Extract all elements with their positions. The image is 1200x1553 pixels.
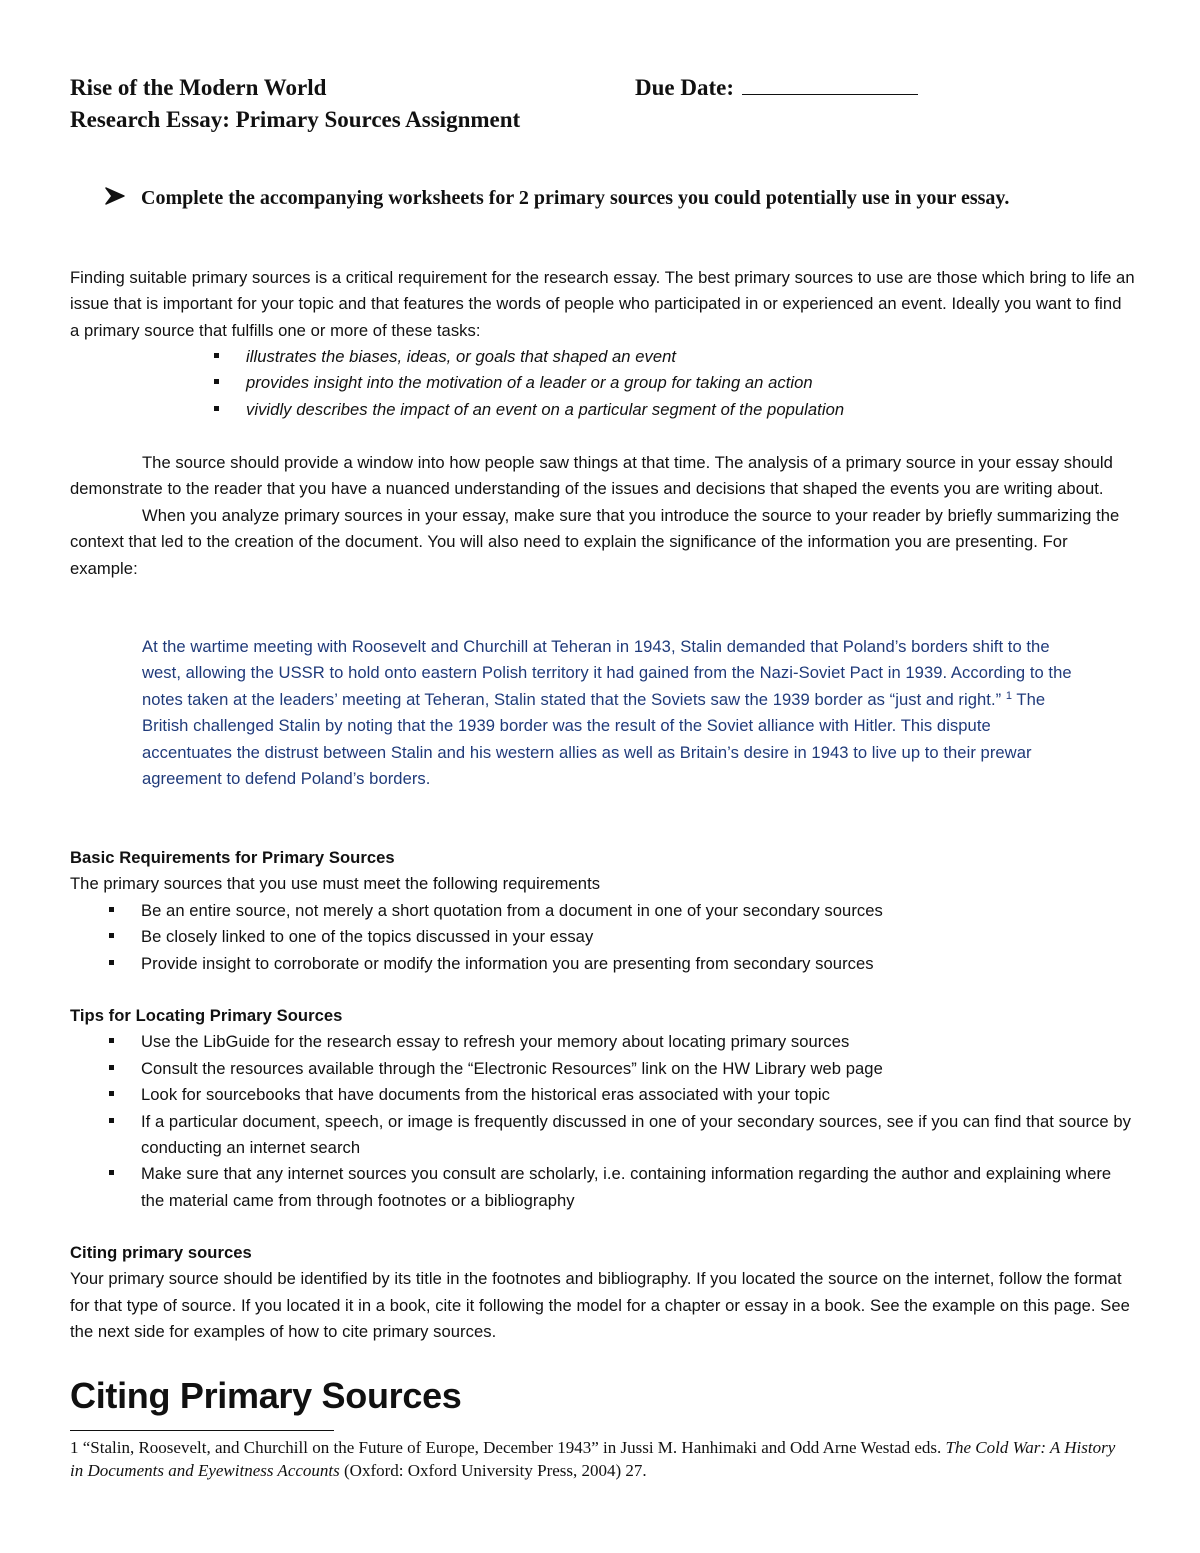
tips-list (141, 1029, 1135, 1214)
section-lead: The primary sources that you use must meet the following requirements (70, 874, 601, 894)
requirements-list (141, 898, 1135, 977)
arrow-bullet-icon (104, 186, 126, 214)
intro-paragraph: Finding suitable primary sources is a critical requirement for the research essay. The best primary sources to use are those which bring to life an issue that is important for your topic and that features the words of people who participated in or experienced an event. Ideally you want to find a primary source that fulfills one or more of these tasks: (70, 268, 1135, 340)
list-item: If a particular document, speech, or image is frequently discussed in one of your secondary sources, see if you can find that source by conducting an internet search (141, 1109, 1135, 1162)
citing-paragraph: Your primary source should be identified by its title in the footnotes and bibliography. If you located the source on the internet, follow the format for that type of source. If you located it in a book, cite it following the model for a chapter or essay in a book. See the example on this page. See the next side for examples of how to cite primary sources. (70, 1269, 1130, 1342)
list-item: Make sure that any internet sources you consult are scholarly, i.e. containing information regarding the author and explaining where the material came from through footnotes or a bibliography (141, 1161, 1135, 1214)
footnote-text: “Stalin, Roosevelt, and Churchill on the Future of Europe, December 1943” in Jussi M. Hanhimaki and Odd Arne Westad eds. (78, 1438, 946, 1457)
task-instruction (104, 184, 1114, 212)
citing-primary-sources-heading: Citing Primary Sources (70, 1375, 462, 1416)
list-item: Consult the resources available through the “Electronic Resources” link on the HW Library web page (141, 1056, 1135, 1082)
assignment-title: Research Essay: Primary Sources Assignment (70, 107, 521, 132)
course-title: Rise of the Modern World (70, 75, 327, 100)
footnote-separator (70, 1430, 334, 1431)
citing-section (70, 1240, 1135, 1346)
analysis-paragraphs (70, 450, 1135, 582)
list-item: Be closely linked to one of the topics discussed in your essay (141, 924, 1135, 950)
list-item: Look for sourcebooks that have documents from the historical eras associated with your topic (141, 1082, 1135, 1108)
footnote-book-title: The Cold War: A History in Documents and Eyewitness Accounts (70, 1438, 1116, 1480)
section-title: Basic Requirements for Primary Sources (70, 848, 395, 867)
intro-task-list (246, 344, 1126, 423)
analysis-paragraph-2: When you analyze primary sources in your essay, make sure that you introduce the source to your reader by briefly summarizing the context that led to the creation of the document. You will also need to explain the significance of the information you are presenting. For example: (70, 505, 1120, 578)
example-passage (142, 634, 1082, 792)
list-item: Provide insight to corroborate or modify the information you are presenting from secondary sources (141, 951, 1135, 977)
tips-section (70, 1003, 1135, 1214)
footnote-publication: (Oxford: Oxford University Press, 2004) 27. (339, 1461, 647, 1480)
example-text-after: The British challenged Stalin by noting that the 1939 border was the result of the Soviet alliance with Hitler. This dispute accentuates the distrust between Stalin and his western allies as well as Britain’s desire in 1943 to live up to their prewar agreement to defend Poland’s borders. (142, 689, 1046, 789)
basic-requirements-section (70, 845, 1135, 977)
list-item: illustrates the biases, ideas, or goals that shaped an event (246, 344, 1126, 370)
task-text: Complete the accompanying worksheets for 2 primary sources you could potentially use in your essay. (141, 187, 1010, 209)
section-title: Citing primary sources (70, 1243, 252, 1262)
footnote-reference[interactable]: 1 (1005, 689, 1013, 702)
section-title: Tips for Locating Primary Sources (70, 1006, 343, 1025)
due-date (635, 72, 918, 104)
list-item: Be an entire source, not merely a short quotation from a document in one of your secondary sources (141, 898, 1135, 924)
list-item: Use the LibGuide for the research essay to refresh your memory about locating primary sources (141, 1029, 1135, 1055)
due-date-label: Due Date: (635, 75, 734, 100)
example-text-before: At the wartime meeting with Roosevelt and Churchill at Teheran in 1943, Stalin demanded that Poland’s borders shift to the west, allowing the USSR to hold onto eastern Polish territory it had gained from the Nazi-Soviet Pact in 1939. According to the notes taken at the leaders’ meeting at Teheran, Stalin stated that the Soviets saw the 1939 border as “just and right.” (142, 637, 1072, 709)
list-item: vividly describes the impact of an event on a particular segment of the population (246, 397, 1126, 423)
footnote (70, 1436, 1132, 1482)
due-date-blank (742, 72, 918, 95)
document-header (70, 72, 1130, 136)
analysis-paragraph-1: The source should provide a window into how people saw things at that time. The analysis of a primary source in your essay should demonstrate to the reader that you have a nuanced understanding of the issues and decisions that shaped the events you are writing about. (70, 453, 1113, 499)
footnote-number: 1 (70, 1438, 79, 1457)
list-item: provides insight into the motivation of a leader or a group for taking an action (246, 370, 1126, 396)
